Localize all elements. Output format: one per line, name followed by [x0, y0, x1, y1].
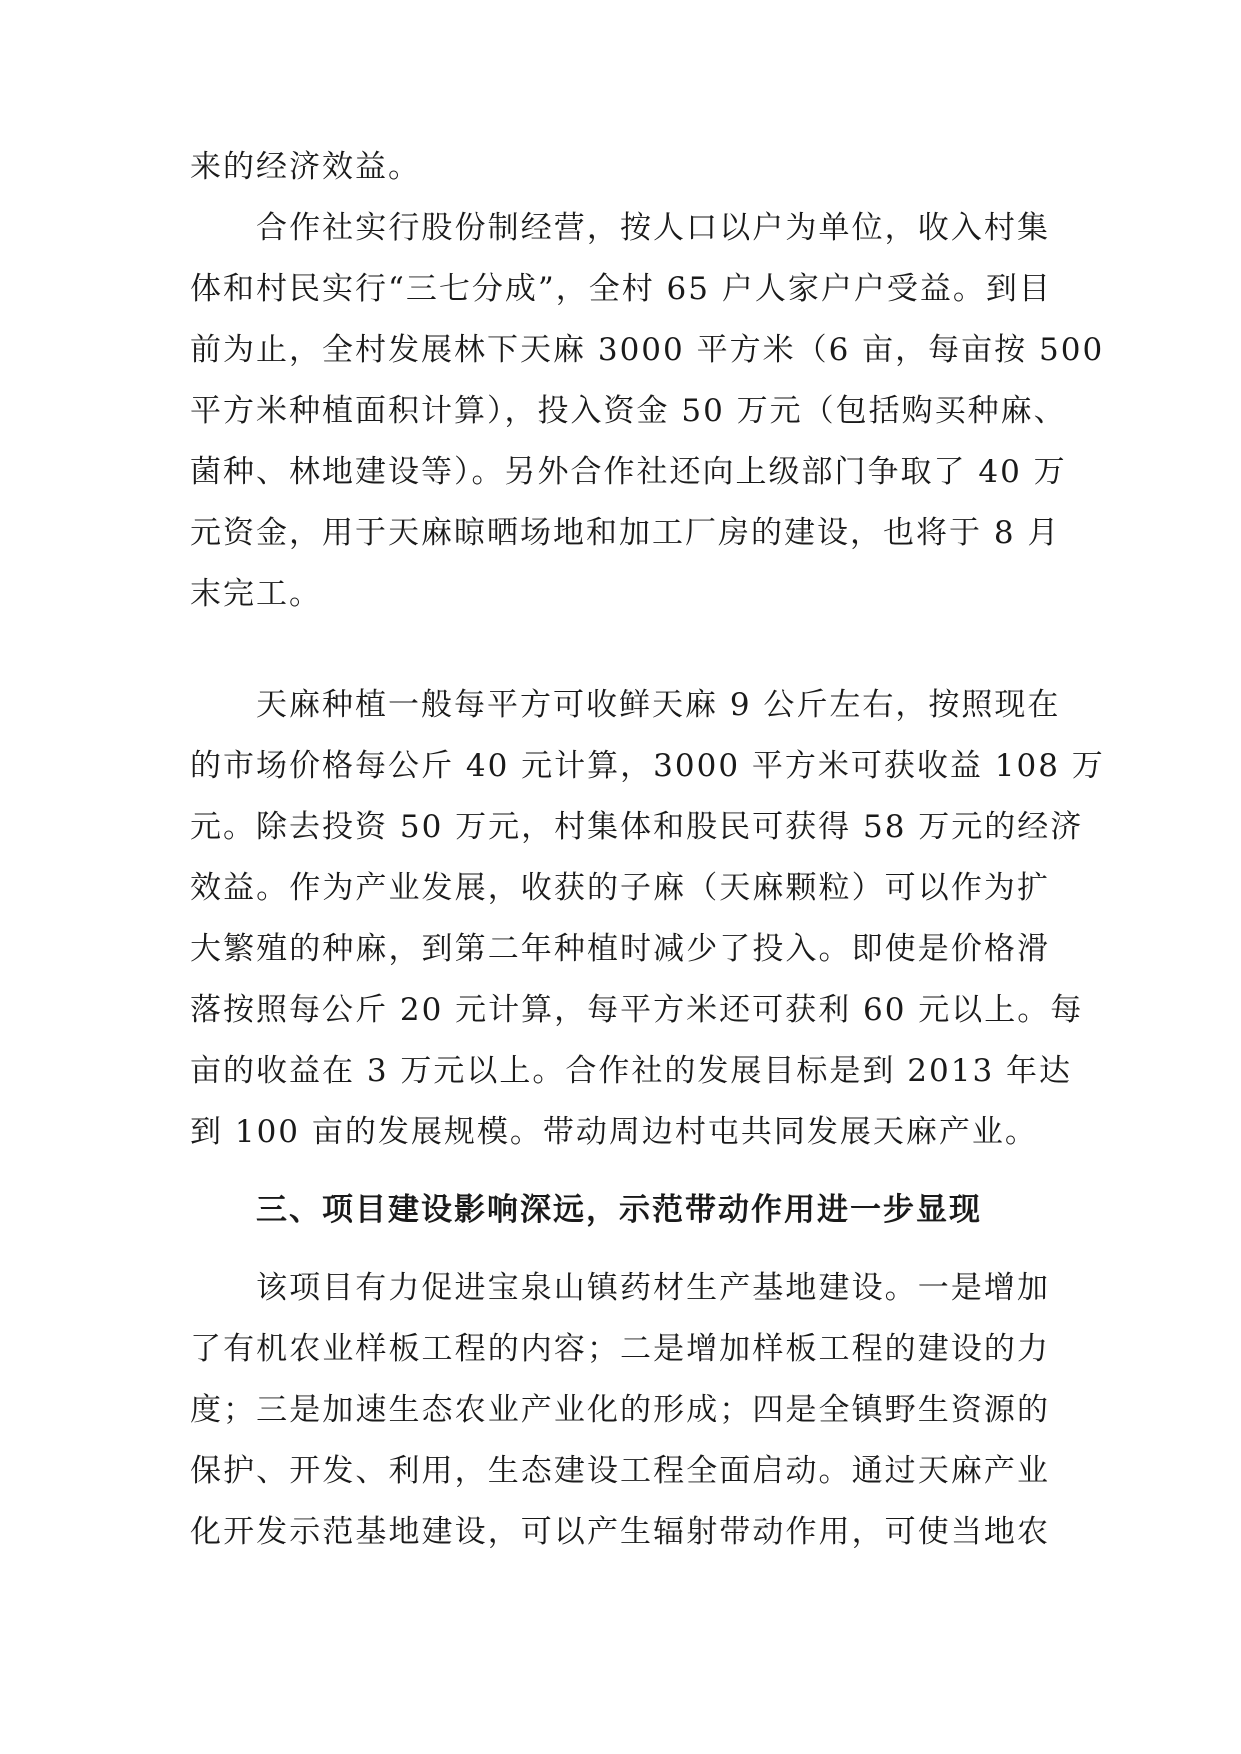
paragraph-line: 了有机农业样板工程的内容；二是增加样板工程的建设的力	[190, 1331, 1050, 1367]
paragraph-line: 效益。作为产业发展，收获的子麻（天麻颗粒）可以作为扩	[190, 870, 1050, 906]
paragraph-line: 的市场价格每公斤 40 元计算，3000 平方米可获收益 108 万	[190, 748, 1105, 784]
section-heading: 三、项目建设影响深远，示范带动作用进一步显现	[256, 1192, 982, 1228]
paragraph-line: 体和村民实行“三七分成”，全村 65 户人家户户受益。到目	[190, 271, 1052, 307]
paragraph-line: 天麻种植一般每平方可收鲜天麻 9 公斤左右，按照现在	[256, 687, 1061, 723]
paragraph-line: 该项目有力促进宝泉山镇药材生产基地建设。一是增加	[256, 1270, 1050, 1306]
paragraph-line: 落按照每公斤 20 元计算，每平方米还可获利 60 元以上。每	[190, 992, 1084, 1028]
paragraph-line: 保护、开发、利用，生态建设工程全面启动。通过天麻产业	[190, 1453, 1050, 1489]
paragraph-line: 大繁殖的种麻，到第二年种植时减少了投入。即使是价格滑	[190, 931, 1050, 967]
paragraph-line: 化开发示范基地建设，可以产生辐射带动作用，可使当地农	[190, 1514, 1050, 1550]
paragraph-line: 前为止，全村发展林下天麻 3000 平方米（6 亩，每亩按 500	[190, 332, 1105, 368]
paragraph-line: 末完工。	[190, 576, 322, 612]
paragraph-line: 亩的收益在 3 万元以上。合作社的发展目标是到 2013 年达	[190, 1053, 1073, 1089]
paragraph-line: 菌种、林地建设等）。另外合作社还向上级部门争取了 40 万	[190, 454, 1067, 490]
paragraph-line: 平方米种植面积计算），投入资金 50 万元（包括购买种麻、	[190, 393, 1067, 429]
paragraph-line: 元。除去投资 50 万元，村集体和股民可获得 58 万元的经济	[190, 809, 1084, 845]
paragraph-line: 到 100 亩的发展规模。带动周边村屯共同发展天麻产业。	[190, 1114, 1038, 1150]
paragraph-line: 来的经济效益。	[190, 149, 421, 185]
paragraph-line: 度；三是加速生态农业产业化的形成；四是全镇野生资源的	[190, 1392, 1050, 1428]
paragraph-line: 元资金，用于天麻晾晒场地和加工厂房的建设，也将于 8 月	[190, 515, 1061, 551]
paragraph-line: 合作社实行股份制经营，按人口以户为单位，收入村集	[256, 210, 1050, 246]
